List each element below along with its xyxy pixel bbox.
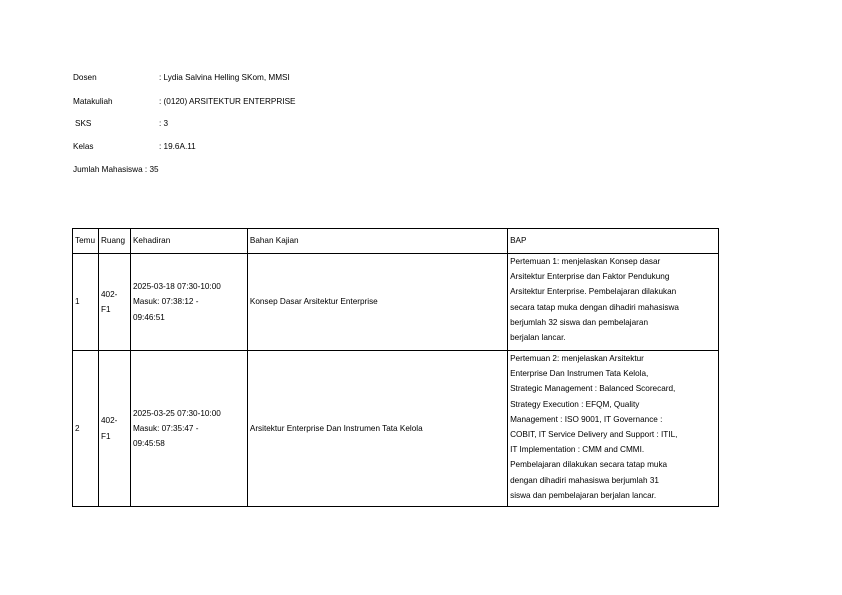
bahan-kajian-cell: Konsep Dasar Arsitektur Enterprise — [247, 254, 507, 351]
bap-line: COBIT, IT Service Delivery and Support : ITIL, — [510, 430, 678, 440]
kehadiran-line: 2025-03-25 07:30-10:00 — [132, 408, 221, 418]
kehadiran-cell — [130, 351, 247, 507]
bap-line: Management : ISO 9001, IT Governance : — [510, 414, 663, 424]
col-ruang: Ruang — [98, 229, 130, 254]
ruang-line: F1 — [100, 431, 111, 441]
bap-line: Pembelajaran dilakukan secara tatap muka — [510, 460, 668, 470]
bap-line: IT Implementation : CMM and CMMI. — [510, 445, 645, 455]
kelas-label: Kelas — [73, 142, 94, 151]
ruang-line: F1 — [100, 305, 111, 314]
ruang-line: 402- — [100, 416, 118, 426]
table-header-row — [73, 229, 719, 254]
bap-line: Enterprise Dan Instrumen Tata Kelola, — [510, 369, 649, 379]
bap-line: siswa dan pembelajaran berjalan lancar. — [510, 490, 657, 500]
bap-line: Strategy Execution : EFQM, Quality — [510, 399, 640, 409]
matakuliah-value: : (0120) ARSITEKTUR ENTERPRISE — [159, 97, 296, 106]
col-bahan-kajian: Bahan Kajian — [247, 229, 507, 254]
temu-cell: 2 — [73, 351, 99, 507]
ruang-cell — [98, 351, 130, 507]
matakuliah-label: Matakuliah — [73, 97, 113, 106]
kehadiran-line: Masuk: 07:38:12 - — [132, 297, 199, 307]
ruang-line: 402- — [100, 289, 118, 299]
bap-line: berjalan lancar. — [510, 333, 566, 343]
dosen-label: Dosen — [73, 73, 97, 82]
bap-line: dengan dihadiri mahasiswa berjumlah 31 — [510, 475, 659, 485]
sks-label: SKS — [75, 119, 92, 128]
kelas-value: : 19.6A.11 — [159, 142, 196, 151]
kehadiran-line: 09:45:58 — [132, 439, 165, 449]
bahan-kajian-cell: Arsitektur Enterprise Dan Instrumen Tata Kelola — [247, 351, 507, 507]
col-bap: BAP — [508, 229, 719, 254]
bap-line: Pertemuan 2: menjelaskan Arsitektur — [510, 354, 644, 363]
bap-line: secara tatap muka dengan dihadiri mahasiswa — [510, 302, 679, 312]
temu-cell: 1 — [73, 254, 99, 351]
kehadiran-line: 09:46:51 — [132, 312, 165, 322]
kehadiran-line: Masuk: 07:35:47 - — [132, 423, 199, 433]
bap-line: berjumlah 32 siswa dan pembelajaran — [510, 317, 648, 327]
kehadiran-line: 2025-03-18 07:30-10:00 — [132, 282, 221, 292]
bap-cell — [508, 254, 719, 351]
bap-cell — [508, 351, 719, 507]
col-kehadiran: Kehadiran — [130, 229, 247, 254]
sks-value: : 3 — [159, 119, 169, 128]
bap-line: Strategic Management : Balanced Scorecard, — [510, 384, 676, 394]
kehadiran-cell — [130, 254, 247, 351]
bap-line: Pertemuan 1: menjelaskan Konsep dasar — [510, 257, 661, 266]
jumlah-mahasiswa: Jumlah Mahasiswa : 35 — [73, 165, 159, 174]
bap-table — [72, 228, 719, 507]
ruang-cell — [98, 254, 130, 351]
col-temu: Temu — [73, 229, 99, 254]
table-row — [73, 351, 719, 507]
bap-line: Arsitektur Enterprise. Pembelajaran dilakukan — [510, 287, 677, 297]
dosen-value: : Lydia Salvina Helling SKom, MMSI — [159, 73, 290, 82]
bap-line: Arsitektur Enterprise dan Faktor Pendukung — [510, 272, 670, 282]
table-row — [73, 254, 719, 351]
